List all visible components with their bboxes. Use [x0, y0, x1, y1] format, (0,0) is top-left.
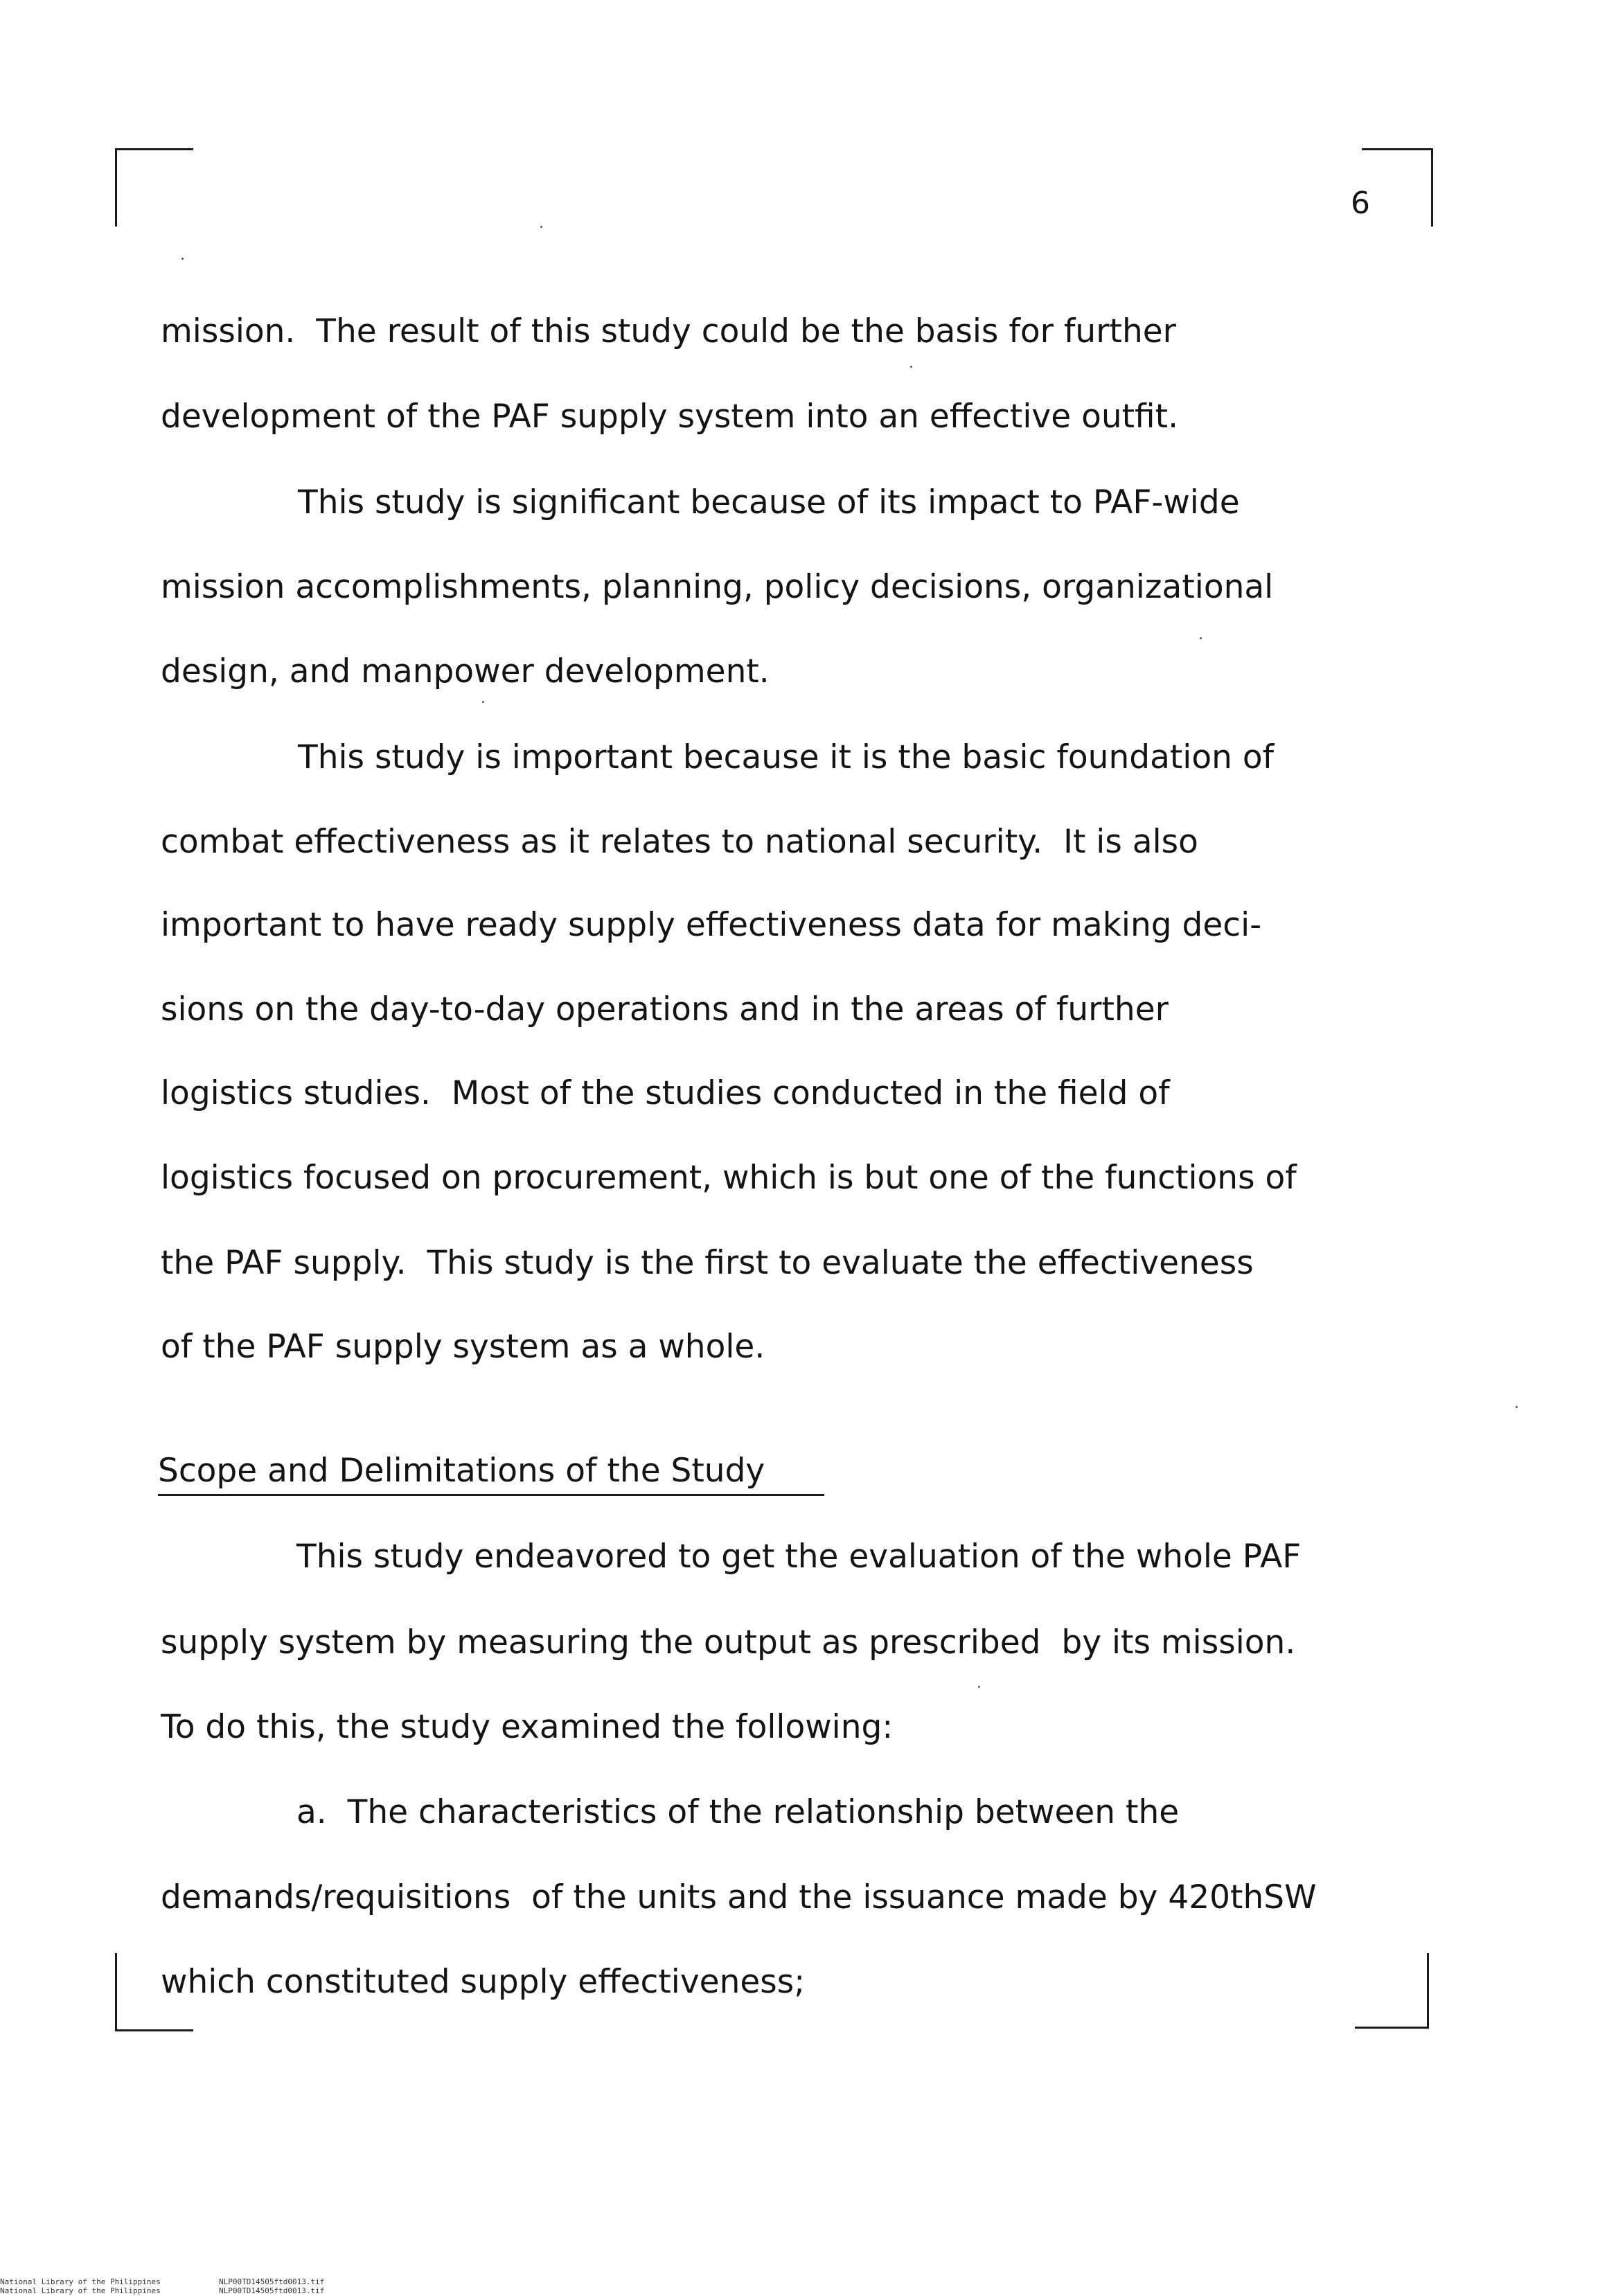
body-line: the PAF supply. This study is the first to evaluate the effectiveness [161, 1244, 1254, 1282]
scan-speck [181, 258, 184, 260]
crop-mark-top-left [115, 148, 193, 226]
body-line: This study is significant because of its impact to PAF-wide [298, 483, 1240, 522]
crop-mark-bottom-right [1355, 1953, 1429, 2029]
body-line: development of the PAF supply system into an effective outfit. [161, 398, 1179, 436]
body-line: important to have ready supply effectiveness data for making deci- [161, 906, 1262, 944]
body-line: mission accomplishments, planning, policy decisions, organizational [161, 568, 1274, 606]
footer-file-1: NLP00TD14505ftd0013.tif [219, 2277, 325, 2286]
body-line: combat effectiveness as it relates to national security. It is also [161, 823, 1198, 861]
body-line: logistics studies. Most of the studies conducted in the field of [161, 1074, 1170, 1112]
scan-speck [482, 701, 484, 703]
body-line: sions on the day-to-day operations and in the areas of further [161, 990, 1169, 1029]
section-line: which constituted supply effectiveness; [161, 1963, 806, 2001]
section-line: supply system by measuring the output as prescribed by its mission. [161, 1623, 1296, 1662]
section-line: This study endeavored to get the evaluation of the whole PAF [296, 1538, 1302, 1576]
section-heading: Scope and Delimitations of the Study [158, 1454, 824, 1496]
scan-speck [910, 366, 912, 368]
scan-speck [1200, 637, 1202, 639]
body-line: mission. The result of this study could be the basis for further [161, 312, 1176, 350]
page-number: 6 [1351, 186, 1370, 221]
body-line: logistics focused on procurement, which is but one of the functions of [161, 1159, 1297, 1197]
crop-mark-top-right [1362, 148, 1433, 226]
scan-speck [978, 1686, 980, 1688]
footer-library-2: National Library of the Philippines [0, 2286, 161, 2295]
footer-library-1: National Library of the Philippines [0, 2277, 161, 2286]
section-line: demands/requisitions of the units and the issuance made by 420thSW [161, 1878, 1317, 1916]
section-line: To do this, the study examined the following: [161, 1708, 894, 1746]
body-line: of the PAF supply system as a whole. [161, 1328, 765, 1366]
footer-file-2: NLP00TD14505ftd0013.tif [219, 2286, 325, 2295]
body-line: This study is important because it is the basic foundation of [298, 738, 1275, 776]
body-line: design, and manpower development. [161, 652, 770, 691]
scan-speck [540, 226, 542, 228]
scan-speck [1516, 1406, 1518, 1408]
list-item-a: a. The characteristics of the relationship between the [296, 1793, 1180, 1831]
